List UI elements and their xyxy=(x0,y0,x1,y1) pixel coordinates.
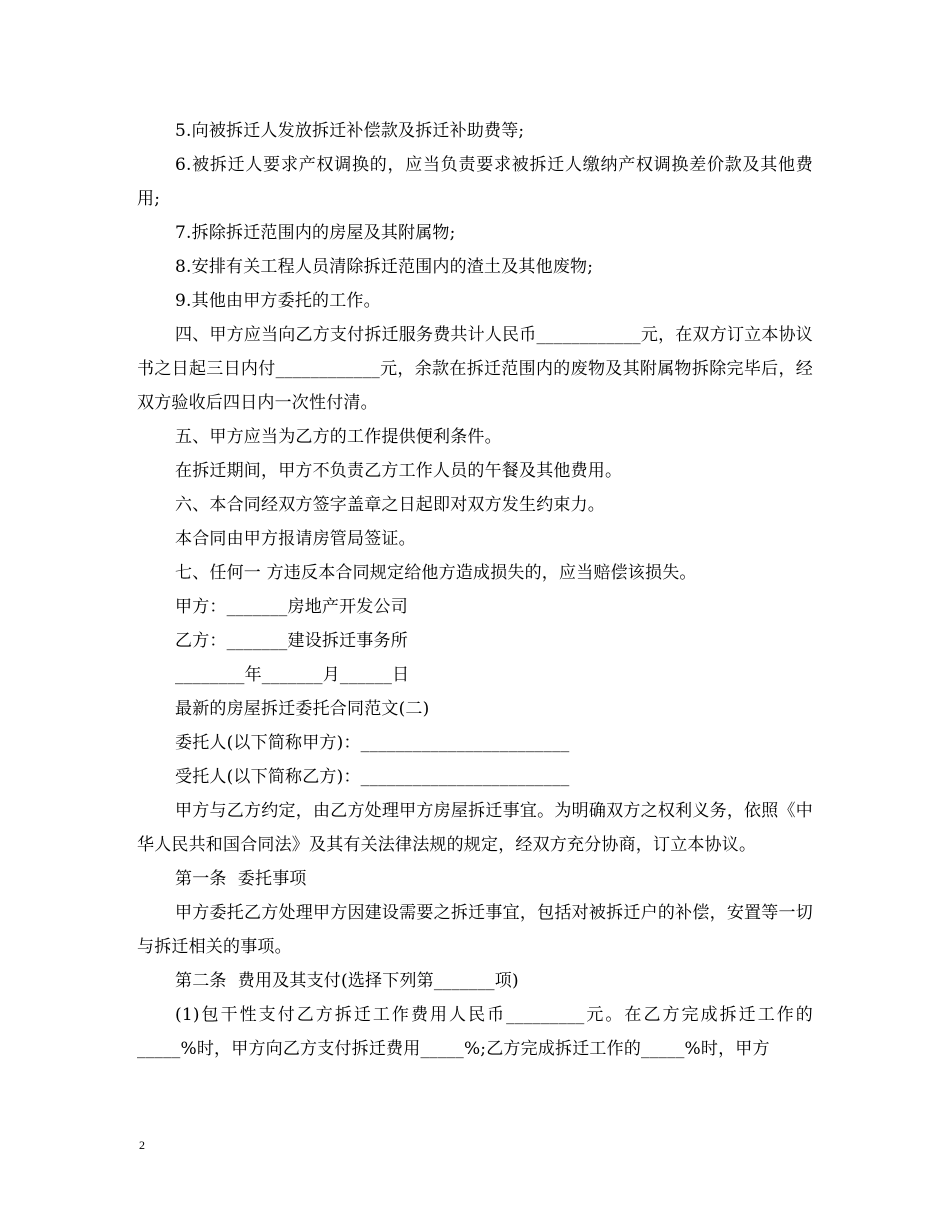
clause-7: 7.拆除拆迁范围内的房屋及其附属物; xyxy=(175,223,456,243)
clause-6: 6.被拆迁人要求产权调换的，应当负责要求被拆迁人缴纳产权调换差价款及其他费用; xyxy=(137,155,813,209)
party-b-signature: 乙方：_______建设拆迁事务所 xyxy=(175,631,408,651)
section-heading: 最新的房屋拆迁委托合同范文(二) xyxy=(175,699,430,719)
clause-9: 9.其他由甲方委托的工作。 xyxy=(175,291,381,311)
signing-date: ________年_______月______日 xyxy=(175,665,410,685)
article-5-conditions: 五、甲方应当为乙方的工作提供便利条件。 xyxy=(175,427,502,447)
article-5-meals: 在拆迁期间，甲方不负责乙方工作人员的午餐及其他费用。 xyxy=(175,461,623,481)
party-a-signature: 甲方：_______房地产开发公司 xyxy=(175,597,408,617)
article-1-body: 甲方委托乙方处理甲方因建设需要之拆迁事宜，包括对被拆迁户的补偿，安置等一切与拆迁相关的事项。 xyxy=(137,903,813,957)
article-4-payment: 四、甲方应当向乙方支付拆迁服务费共计人民币____________元，在双方订立本协议书之日起三日内付____________元，余款在拆迁范围内的废物及其附属物拆除完毕后，经双方验收后四日内一次性付清。 xyxy=(137,325,813,413)
article-2-option-1: (1)包干性支付乙方拆迁工作费用人民币_________元。在乙方完成拆迁工作的_____%时，甲方向乙方支付拆迁费用_____%;乙方完成拆迁工作的_____%时，甲方 xyxy=(137,1005,813,1059)
article-2-heading: 第二条 费用及其支付(选择下列第_______项) xyxy=(175,971,519,991)
principal-line: 委托人(以下简称甲方)：________________________ xyxy=(175,733,570,753)
preamble: 甲方与乙方约定，由乙方处理甲方房屋拆迁事宜。为明确双方之权利义务，依照《中华人民共和国合同法》及其有关法律法规的规定，经双方充分协商，订立本协议。 xyxy=(137,801,813,855)
clause-8: 8.安排有关工程人员清除拆迁范围内的渣土及其他废物; xyxy=(175,257,594,277)
article-1-heading: 第一条 委托事项 xyxy=(175,869,307,889)
page-number: 2 xyxy=(139,1138,145,1152)
clause-5: 5.向被拆迁人发放拆迁补偿款及拆迁补助费等; xyxy=(175,121,525,141)
article-6-effect: 六、本合同经双方签字盖章之日起即对双方发生约束力。 xyxy=(175,495,605,515)
article-6-visa: 本合同由甲方报请房管局签证。 xyxy=(175,529,416,549)
agent-line: 受托人(以下简称乙方)：________________________ xyxy=(175,767,570,787)
article-7-liability: 七、任何一 方违反本合同规定给他方造成损失的，应当赔偿该损失。 xyxy=(175,563,697,583)
document-body xyxy=(137,114,813,1066)
